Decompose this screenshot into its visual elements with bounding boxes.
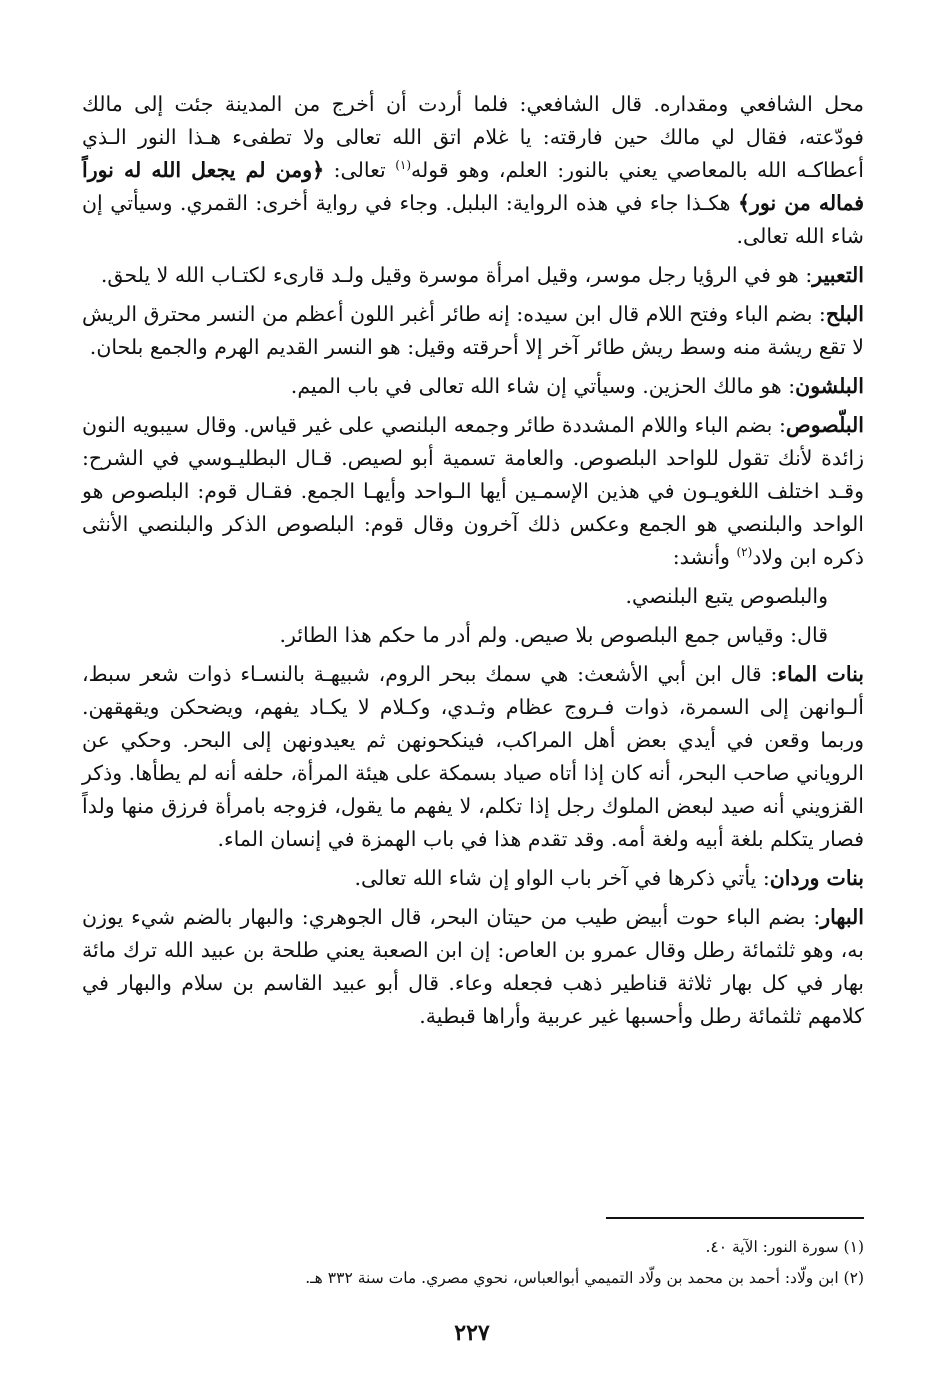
paragraph-shafii — [82, 88, 864, 253]
page-number: ٢٢٧ — [454, 1320, 490, 1346]
entry-albalah — [82, 298, 864, 364]
entry-headword: بنات وردان — [769, 866, 864, 890]
paragraph-text: محل الشافعي ومقداره. قال الشافعي: فلما أردت أن أخرج من المدينة جئت إلى مالك فودّعته، فقال لي مالك حين فارقته: يا غلام اتق الله تعالى ولا تطفىء هـذا النور الـذي أعطاكـه الله بالمعاصي يعني بالنور: العلم، وهو قوله — [82, 92, 865, 182]
main-text — [82, 88, 864, 1039]
footnote-2: (٢) ابن ولّاد: أحمد بن محمد بن ولّاد التميمي أبوالعباس، نحوي مصري. مات سنة ٣٣٢ هـ. — [305, 1269, 864, 1287]
qala-text: قال: وقياس جمع البلصوص بلا صيص. ولم أدر ما حكم هذا الطائر. — [279, 623, 828, 647]
footnotes — [82, 1232, 864, 1294]
entry-text: وأنشد: — [672, 545, 737, 569]
entry-headword: البلّصوص — [785, 413, 864, 437]
verse-line — [82, 580, 864, 613]
entry-albahar — [82, 901, 864, 1033]
entry-headword: بنات الماء — [777, 662, 864, 686]
entry-headword: التعبير — [812, 263, 864, 287]
entry-headword: البهار — [820, 905, 864, 929]
footnote-ref-1: (١) — [395, 158, 412, 173]
entry-headword: البلح — [825, 302, 864, 326]
entry-text: : بضم الباء واللام المشددة طائر وجمعه البلنصي على غير قياس. وقال سيبويه النون زائدة لأنك تقول للواحد البلصوص. والعامة تسمية أبو لصيص. قـال البطليـوسي في الشرح: وقـد اختلف اللغويـون في هذين الإسمـين أيها الـواحد وأيهـا الجمع. فقـال قوم: البلصوص هو الواحد والبلنصي هو الجمع وعكس ذلك آخرون وقال قوم: البلصوص الذكر والبلنصي الأنثى ذكره ابن ولاد — [82, 413, 864, 569]
paragraph-text: هكـذا جاء في هذه الرواية: البلبل. وجاء في رواية أخرى: القمري. وسيأتي إن شاء الله تعالى. — [82, 191, 864, 248]
entry-text: : بضم الباء حوت أبيض طيب من حيتان البحر، قال الجوهري: والبهار بالضم شيء يوزن به، وهو ثلثمائة رطل وقال عمرو بن العاص: إن ابن الصعبة يعني طلحة بن عبيد الله ترك مائة بهار في كل بهار ثلاثة قناطير ذهب فجعله وعاء. قال أبو عبيد القاسم بن سلام والبهار في كلامهم ثلثمائة رطل وأحسبها غير عربية وأراها قبطية. — [82, 905, 864, 1028]
entry-text: : بضم الباء وفتح اللام قال ابن سيده: إنه طائر أغبر اللون أعظم من النسر محترق الريش لا تقع ريشة منه وسط ريش طائر آخر إلا أحرقته وقيل: هو النسر القديم الهرم والجمع بلحان. — [82, 302, 864, 359]
entry-albalshun — [82, 370, 864, 403]
entry-text: : قال ابن أبي الأشعث: هي سمك ببحر الروم، شبيهـة بالنسـاء ذوات شعر سبط، ألـوانهن إلى السمرة، ذوات فـروج عظام وثـدي، وكـلام لا يكـاد يفهم، ويضحكن ويقهقهن. وربما وقعن في أيدي بعض أهل المراكب، فينكحونهن ثم يعيدونهن إلى البحر. وحكي عن الروياني صاحب البحر، أنه كان إذا أتاه صياد بسمكة على هيئة المرأة، حلفه أنه لم يطأها. وذكر القزويني أنه صيد لبعض الملوك رجل إذا تكلم، لا يفهم ما يقول، فزوجه بامرأة فرزق منها ولداً فصار يتكلم بلغة أبيه ولغة أمه. وقد تقدم هذا في باب الهمزة في إنسان الماء. — [82, 662, 864, 851]
entry-banat-almaa — [82, 658, 864, 856]
footnote-1: (١) سورة النور: الآية ٤٠. — [705, 1238, 864, 1256]
footnote-ref-2: (٢) — [736, 545, 753, 560]
verse-text: والبلصوص يتبع البلنصي. — [625, 584, 828, 608]
entry-headword: البلشون — [795, 374, 864, 398]
entry-text: : يأتي ذكرها في آخر باب الواو إن شاء الله تعالى. — [354, 866, 770, 890]
qala-line — [82, 619, 864, 652]
paragraph-text: تعالى: — [324, 158, 396, 182]
footnote-separator — [606, 1217, 864, 1219]
entry-text: : هو مالك الحزين. وسيأتي إن شاء الله تعالى في باب الميم. — [290, 374, 796, 398]
entry-altabir — [82, 259, 864, 292]
quran-quote: ﴿ومن لم يجعل الله له نوراً فماله من نور﴾ — [82, 158, 864, 215]
entry-text: : هو في الرؤيا رجل موسر، وقيل امرأة موسرة وقيل ولـد قارىء لكتـاب الله لا يلحق. — [100, 263, 813, 287]
entry-albalsus — [82, 409, 864, 574]
entry-banat-wardan — [82, 862, 864, 895]
